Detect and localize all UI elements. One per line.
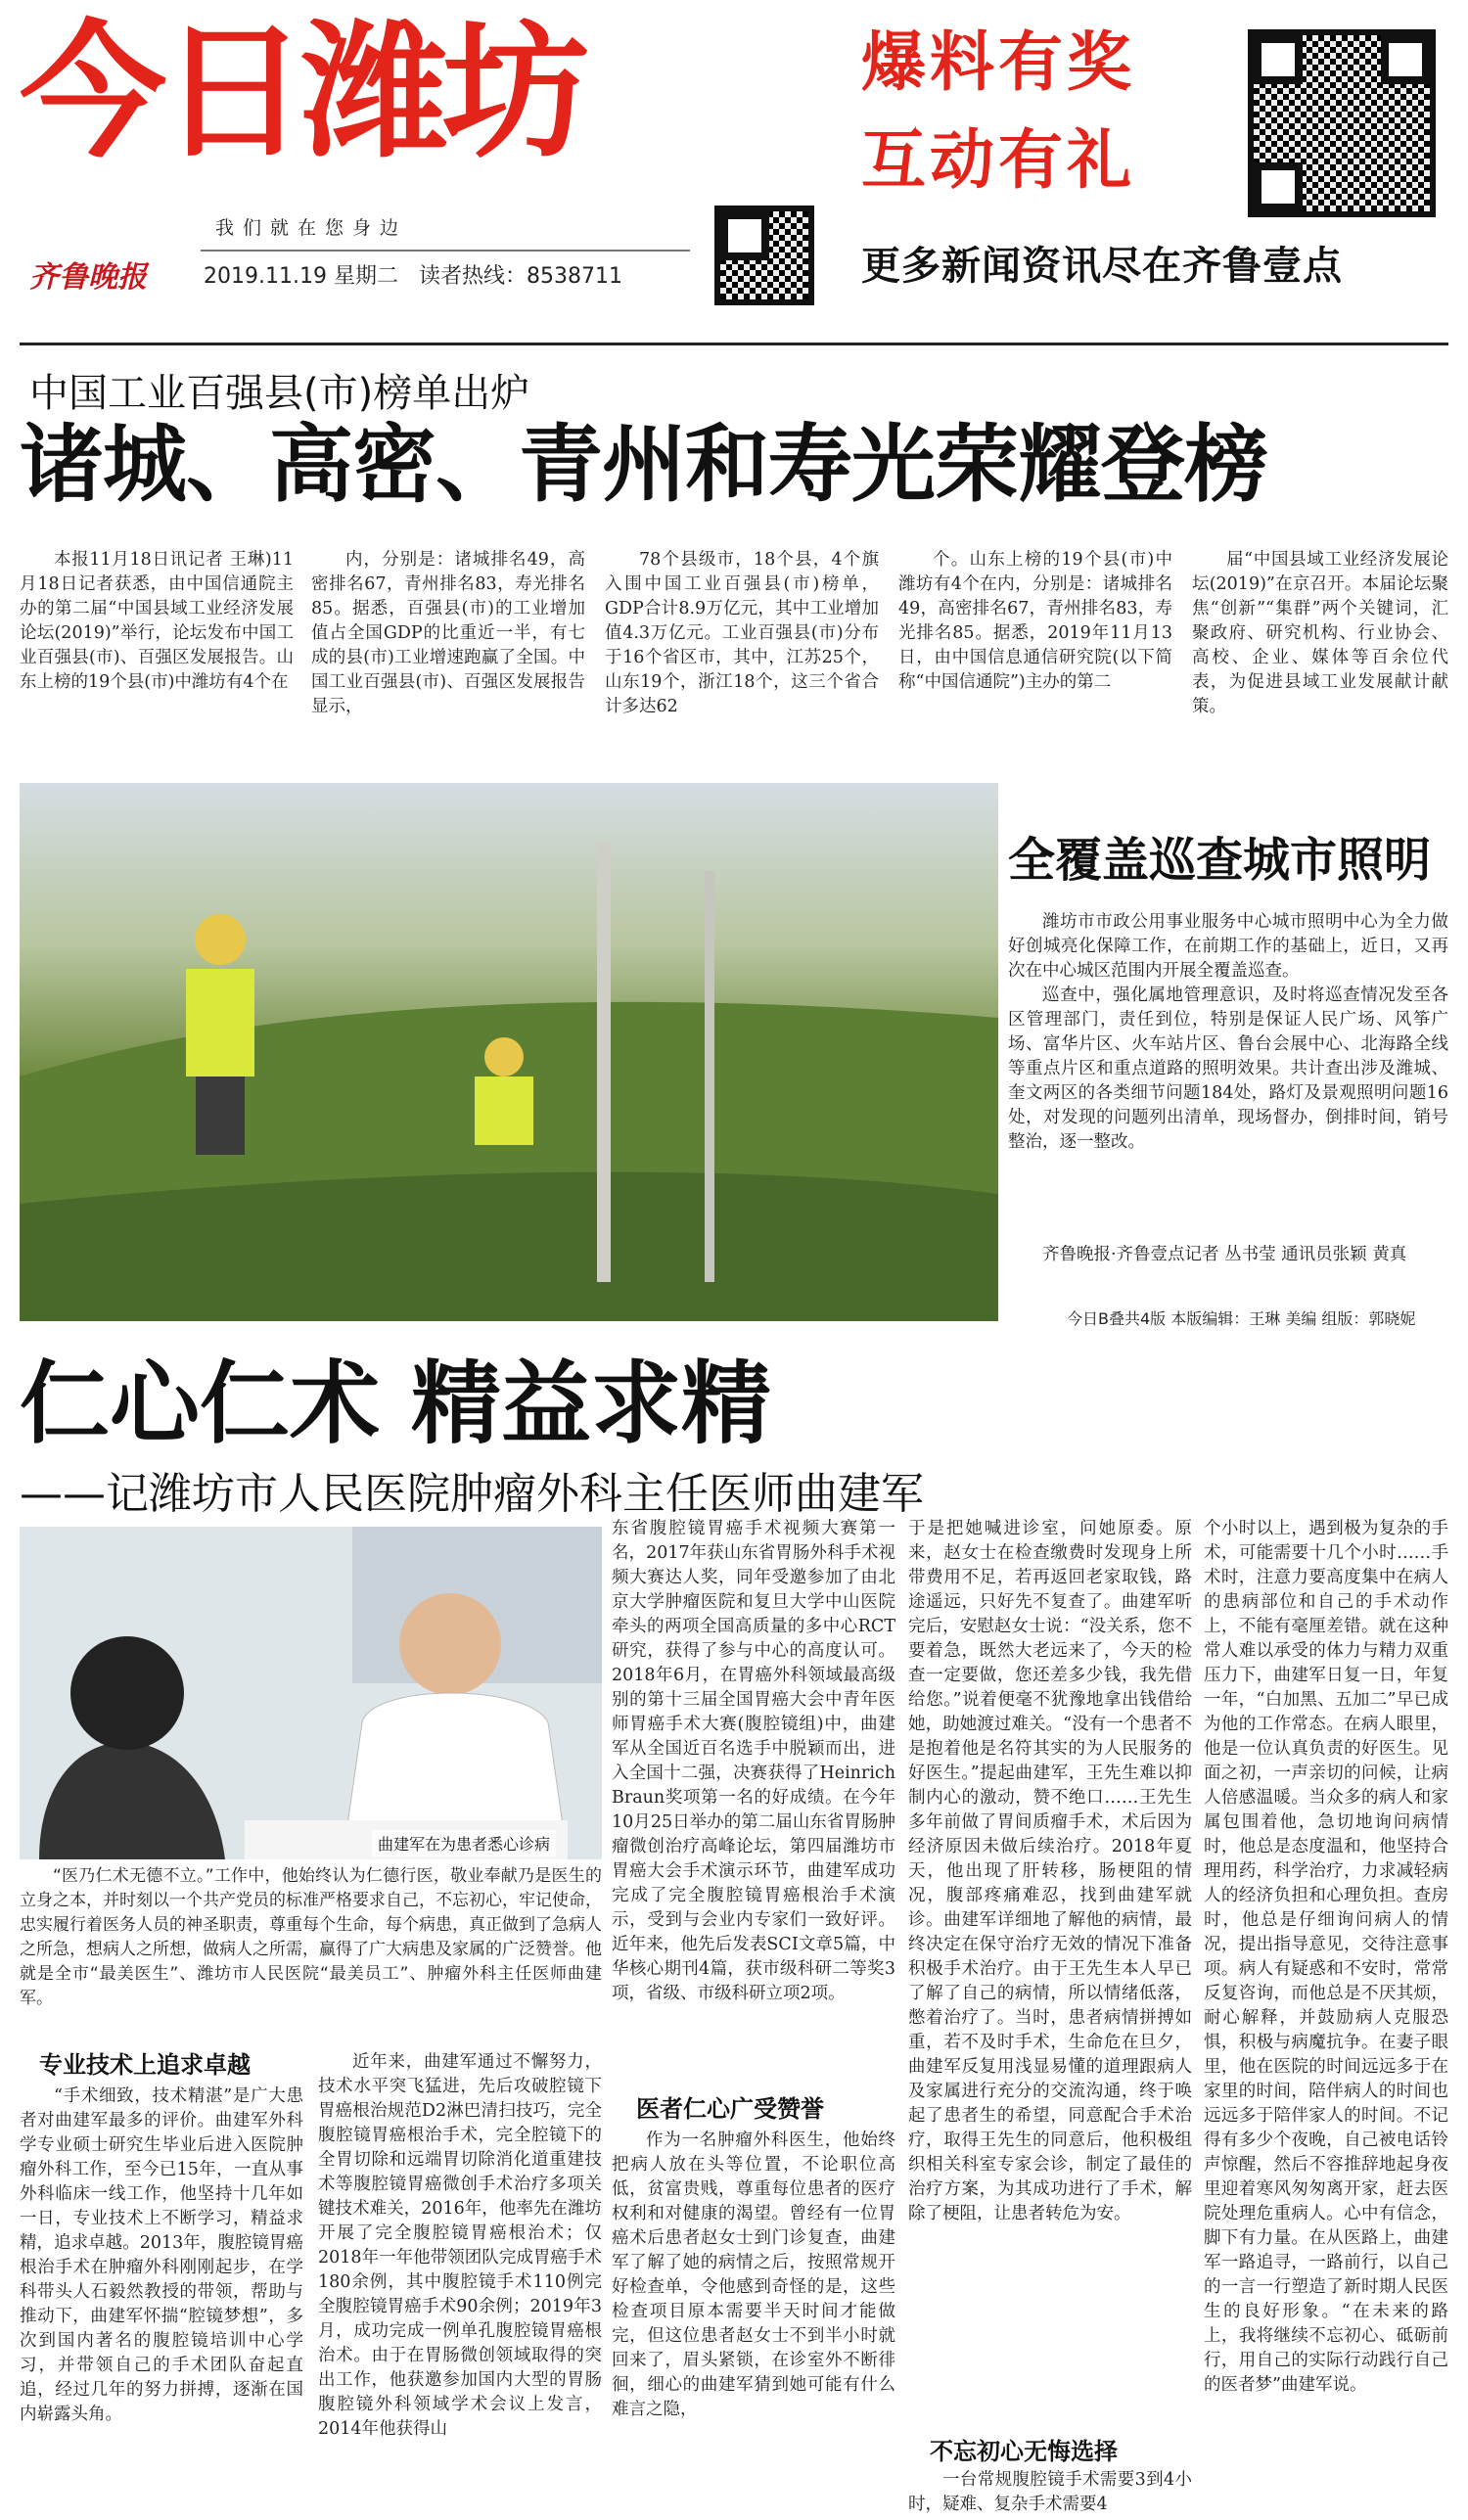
masthead-title: 今日潍坊 <box>20 8 584 178</box>
photo-caption: 曲建军在为患者悉心诊病 <box>372 1830 556 1856</box>
promo-line-1: 爆料有奖 <box>861 24 1135 100</box>
story3-subhead: ——记潍坊市人民医院肿瘤外科主任医师曲建军 <box>20 1469 924 1519</box>
story3-lead: “医乃仁术无德不立。”工作中，他始终认为仁德行医，敬业奉献乃是医生的立身之本，并时刻以一个共产党员的标准严格要求自己，不忘初心，牢记使命，忠实履行着医务人员的神圣职责，尊重每个生命，每个病患，真正做到了急病人之所急，想病人之所想，做病人之所需，赢得了广大病患及家属的广泛赞誉。他就是全市“最美医生”、潍坊市人民医院“最美员工”、肿瘤外科主任医师曲建军。 <box>20 1866 602 2008</box>
story3-column: “手术细致，技术精湛”是广大患者对曲建军最多的评价。曲建军外科学专业硕士研究生毕业后进入医院肿瘤外科工作，至今已15年，一直从事外科临床一线工作，他坚持十几年如一日，专业技术上不断学习，精益求精，追求卓越。2013年，腹腔镜胃癌根治手术在肿瘤外科刚刚起步，在学科带头人石毅然教授的带领，帮助与推动下，曲建军怀揣“腔镜梦想”，多次到国内著名的腹腔镜培训中心学习，并带领自己的手术团队奋起直追，经过几年的努力拼搏，逐渐在国内崭露头角。 <box>20 2086 303 2424</box>
qr-code-icon[interactable] <box>714 206 814 305</box>
section-heading: 专业技术上追求卓越 <box>39 2051 251 2079</box>
story1-column: 本报11月18日讯记者 王琳)11月18日记者获悉，由中国信通院主办的第二届“中国县域工业经济发展论坛(2019)”举行，论坛发布中国工业百强县(市)、百强区发展报告。山东上榜的19个县(市)中潍坊有4个在 <box>20 550 294 692</box>
city-lighting-photo <box>20 783 998 1321</box>
story1-column: 届“中国县域工业经济发展论坛(2019)”在京召开。本届论坛聚焦“创新”“集群”两个关键词，汇聚政府、研究机构、行业协会、高校、企业、媒体等百余位代表，为促进县域工业发展献计献策。 <box>1192 550 1448 716</box>
section-heading: 不忘初心无悔选择 <box>930 2438 1118 2465</box>
qr-finder-icon <box>1254 162 1303 211</box>
story3-column: 近年来，曲建军通过不懈努力，技术水平突飞猛进，先后攻破腔镜下胃癌根治规范D2淋巴清扫技巧，完全腹腔镜胃癌根治手术，完全腔镜下的全胃切除和远端胃切除消化道重建技术等腹腔镜胃癌微创手术治疗多项关键技术难关，2016年，他率先在潍坊开展了完全腹腔镜胃癌根治术；仅2018年一年他带领团队完成胃癌手术180余例，其中腹腔镜手术110例完全腹腔镜胃癌手术90余例；2019年3月，成功完成一例单孔腹腔镜胃癌根治术。由于在胃肠微创领域取得的突出工作，他获邀参加国内大型的胃肠腹腔镜外科领域学术会议上发言，2014年他获得山 <box>318 2052 602 2439</box>
qr-finder-icon <box>1381 35 1430 84</box>
paper-name: 齐鲁晚报 <box>29 260 147 295</box>
reader-hotline: 读者热线：8538711 <box>418 264 622 289</box>
story2-byline: 齐鲁晚报·齐鲁壹点记者 丛书莹 通讯员张颖 黄真 <box>1042 1245 1407 1264</box>
promo-line-2: 互动有礼 <box>861 122 1135 198</box>
story3-headline: 仁心仁术 精益求精 <box>20 1352 772 1456</box>
story2-headline: 全覆盖巡查城市照明 <box>1008 833 1432 888</box>
masthead-divider <box>201 250 690 252</box>
story3-column: 作为一名肿瘤外科医生，他始终把病人放在头等位置，不论职位高低，贫富贵贱，尊重每位患者的医疗权利和对健康的渴望。曾经有一位胃癌术后患者赵女士到门诊复查，曲建军了解了她的病情之后，按照常规开好检查单，令他感到奇怪的是，这些检查项目原本需要半天时间才能做完，但这位患者赵女士不到半小时就回来了，眉头紧锁，在诊室外不断徘徊，细心的曲建军猜到她可能有什么难言之隐， <box>612 2131 895 2419</box>
story2-body <box>1008 910 1448 1233</box>
photo-illustration <box>20 1527 602 1859</box>
qr-finder-icon <box>720 211 769 260</box>
dateline <box>204 259 622 290</box>
story3-column: 个小时以上，遇到极为复杂的手术，可能需要十几个小时……手术时，注意力要高度集中在病人的患病部位和自己的手术动作上，不能有毫厘差错。就在这种常人难以承受的体力与精力双重压力下，曲建军日复一日，年复一年，“白加黑、五加二”早已成为他的工作常态。在病人眼里，他是一位认真负责的好医生。见面之初，一声亲切的问候，让病人倍感温暖。当众多的病人和家属包围着他，急切地询问病情时，他总是态度温和，他坚持合理用药，科学治疗，力求减轻病人的经济负担和心理负担。查房时，他总是仔细询问病人的情况，提出指导意见，交待注意事项。病人有疑惑和不安时，常常反复咨询，而他总是不厌其烦，耐心解释，并鼓励病人克服恐惧，积极与病魔抗争。在妻子眼里，他在医院的时间远远多于在家里的时间，陪伴病人的时间也远远多于陪伴家人的时间。不记得有多少个夜晚，自己被电话铃声惊醒，然后不容推辞地起身夜里迎着寒风匆匆离开家，赶去医院处理危重病人。心中有信念，脚下有力量。在从医路上，曲建军一路追寻，一路前行，以自己的一言一行塑造了新时期人民医生的良好形象。“在未来的路上，我将继续不忘初心、砥砺前行，用自己的实际行动践行自己的医者梦”曲建军说。 <box>1204 1519 1448 2395</box>
story2-paragraph: 潍坊市市政公用事业服务中心城市照明中心为全力做好创城亮化保障工作，在前期工作的基础上，近日，又再次在中心城区范围内开展全覆盖巡查。 <box>1008 912 1448 981</box>
more-news-link[interactable]: 更多新闻资讯尽在齐鲁壹点 <box>861 244 1343 289</box>
story1-headline: 诸城、高密、青州和寿光荣耀登榜 <box>20 416 1267 514</box>
story3-column: 一台常规腹腔镜手术需要3到4小时，疑难、复杂手术需要4 <box>908 2470 1192 2514</box>
qr-code-large-icon[interactable] <box>1248 29 1436 217</box>
story1-kicker: 中国工业百强县(市)榜单出炉 <box>29 371 530 416</box>
story3-column: 于是把她喊进诊室，问她原委。原来，赵女士在检查缴费时发现身上所带费用不足，若再返回老家取钱，路途遥远，只好先不复查了。曲建军听完后，安慰赵女士说：“没关系，您不要着急，既然大老远来了，今天的检查一定要做，您还差多少钱，我先借给您。”说着便毫不犹豫地拿出钱借给她，助她渡过难关。“没有一个患者不是抱着他是名符其实的为人民服务的好医生。”提起曲建军，王先生难以抑制内心的激动，赞不绝口……王先生多年前做了胃间质瘤手术，术后因为经济原因未做后续治疗。2018年夏天，他出现了肝转移，肠梗阻的情况，腹部疼痛难忍，找到曲建军就诊。曲建军详细地了解他的病情，最终决定在保守治疗无效的情况下准备积极手术治疗。由于王先生本人早已了解了自己的病情，所以情绪低落，憋着治疗了。当时，患者病情拼搏如重，若不及时手术，生命危在旦夕，曲建军反复用浅显易懂的道理跟病人及家属进行充分的交流沟通，终于唤起了患者生的希望，同意配合手术治疗，取得王先生的同意后，他积极组织相关科室专家会诊，制定了最佳的治疗方案，为其成功进行了手术，解除了梗阻，让患者转危为安。 <box>908 1519 1192 2223</box>
story2-paragraph: 巡查中，强化属地管理意识，及时将巡查情况发至各区管理部门，责任到位，特别是保证人民广场、风筝广场、富华片区、火车站片区、鲁台会展中心、北海路全线等重点片区和重点道路的照明效果。共计查出涉及潍城、奎文两区的各类细节问题184处，路灯及景观照明问题16处，对发现的问题列出清单，现场督办，倒排时间，销号整治，逐一整改。 <box>1008 985 1448 1152</box>
story1-column: 个。山东上榜的19个县(市)中潍坊有4个在内，分别是：诸城排名49，高密排名67，青州排名83，寿光排名85。据悉，2019年11月13日，由中国信息通信研究院(以下简称“中国信通院”)主办的第二 <box>898 550 1172 692</box>
section-heading: 医者仁心广受赞誉 <box>636 2095 824 2123</box>
story1-column: 78个县级市，18个县，4个旗入围中国工业百强县(市)榜单，GDP合计8.9万亿元，其中工业增加值4.3万亿元。工业百强县(市)分布于16个省区市，其中，江苏25个，山东19个，浙江18个，这三个省合计多达62 <box>605 550 879 716</box>
doctor-photo <box>20 1527 602 1859</box>
edition-note: 今日B叠共4版 本版编辑：王琳 美编 组版：郭晓妮 <box>1067 1309 1416 1328</box>
issue-date: 2019.11.19 星期二 <box>204 264 398 289</box>
photo-illustration <box>20 783 998 1321</box>
masthead-bottom-rule <box>20 343 1448 345</box>
masthead-slogan: 我们就在您身边 <box>215 217 408 239</box>
qr-finder-icon <box>1254 35 1303 84</box>
story3-column: 东省腹腔镜胃癌手术视频大赛第一名，2017年获山东省胃肠外科手术视频大赛达人奖，同年受邀参加了由北京大学肿瘤医院和复旦大学中山医院牵头的两项全国高质量的多中心RCT研究，获得了参与中心的高度认可。2018年6月，在胃癌外科领域最高级别的第十三届全国胃癌大会中青年医师胃癌手术大赛(腹腔镜组)中，曲建军从全国近百名选手中脱颖而出，进入全国十二强，决赛获得了Heinrich Braun奖项第一名的好成绩。在今年10月25日举办的第二届山东省胃肠肿瘤微创治疗高峰论坛，第四届潍坊市胃癌大会手术演示环节，曲建军成功完成了完全腹腔镜胃癌根治手术演示，受到与会业内专家们一致好评。近年来，他先后发表SCI文章5篇，中华核心期刊4篇，获市级科研二等奖3项，省级、市级科研立项2项。 <box>612 1519 895 2003</box>
story1-column: 内，分别是：诸城排名49，高密排名67，青州排名83，寿光排名85。据悉，百强县(市)的工业增加值占全国GDP的比重近一半，有七成的县(市)工业增速跑赢了全国。中国工业百强县(市)、百强区发展报告显示， <box>311 550 585 716</box>
